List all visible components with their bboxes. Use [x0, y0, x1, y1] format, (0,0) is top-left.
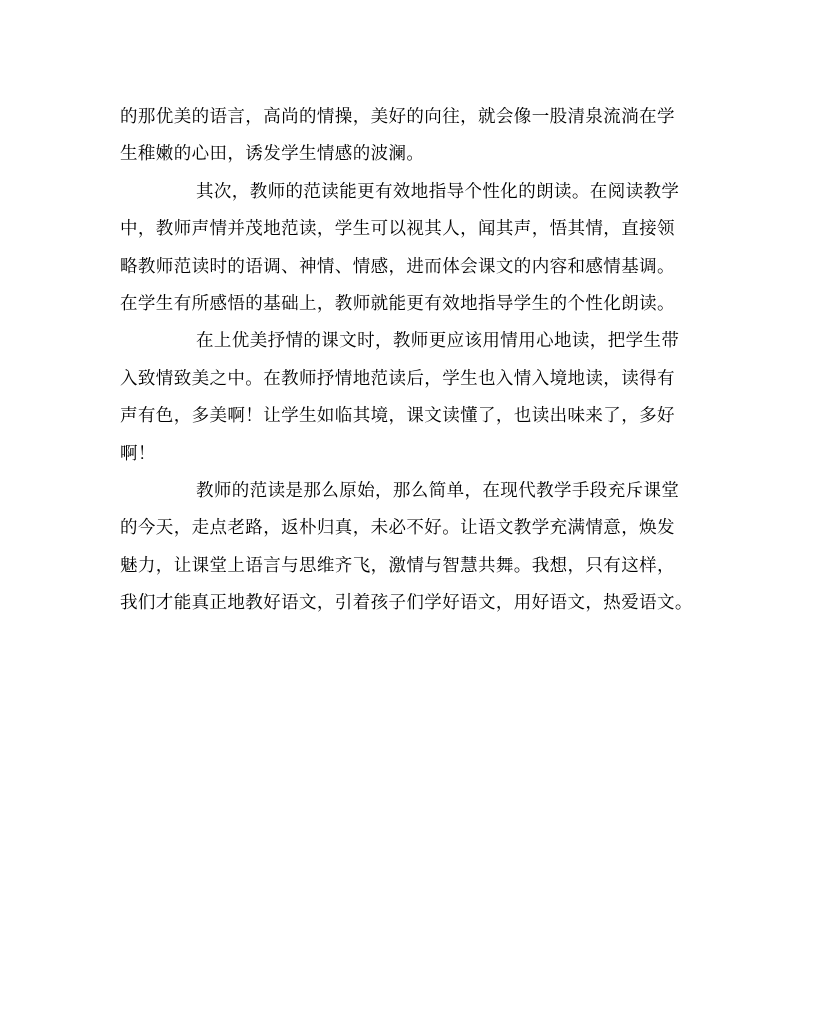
text-line: 入致情致美之中。在教师抒情地范读后，学生也入情入境地读，读得有	[120, 368, 675, 389]
text-line: 我们才能真正地教好语文，引着孩子们学好语文，用好语文，热爱语文。	[120, 593, 693, 614]
text-line: 的今天，走点老路，返朴归真，未必不好。让语文教学充满情意，焕发	[120, 518, 675, 539]
text-line: 略教师范读时的语调、神情、情感，进而体会课文的内容和感情基调。	[120, 256, 675, 277]
paragraph-2	[120, 174, 700, 324]
text-line: 生稚嫩的心田，诱发学生情感的波澜。	[120, 144, 425, 165]
text-line: 啊！	[120, 443, 156, 464]
document-body	[120, 99, 700, 622]
paragraph-1	[120, 99, 700, 174]
text-line: 在上优美抒情的课文时，教师更应该用情用心地读，把学生带	[196, 331, 680, 352]
text-line: 中，教师声情并茂地范读，学生可以视其人，闻其声，悟其情，直接领	[120, 219, 675, 240]
text-line: 其次，教师的范读能更有效地指导个性化的朗读。在阅读教学	[196, 181, 680, 202]
paragraph-4	[120, 473, 700, 623]
paragraph-3	[120, 323, 700, 473]
text-line: 在学生有所感悟的基础上，教师就能更有效地指导学生的个性化朗读。	[120, 293, 675, 314]
text-line: 的那优美的语言，高尚的情操，美好的向往，就会像一股清泉流淌在学	[120, 107, 675, 127]
text-line: 魅力，让课堂上语言与思维齐飞，激情与智慧共舞。我想，只有这样，	[120, 555, 675, 576]
text-line: 教师的范读是那么原始，那么简单，在现代教学手段充斥课堂	[196, 480, 680, 501]
text-line: 声有色，多美啊！让学生如临其境，课文读懂了，也读出味来了，多好	[120, 406, 675, 427]
